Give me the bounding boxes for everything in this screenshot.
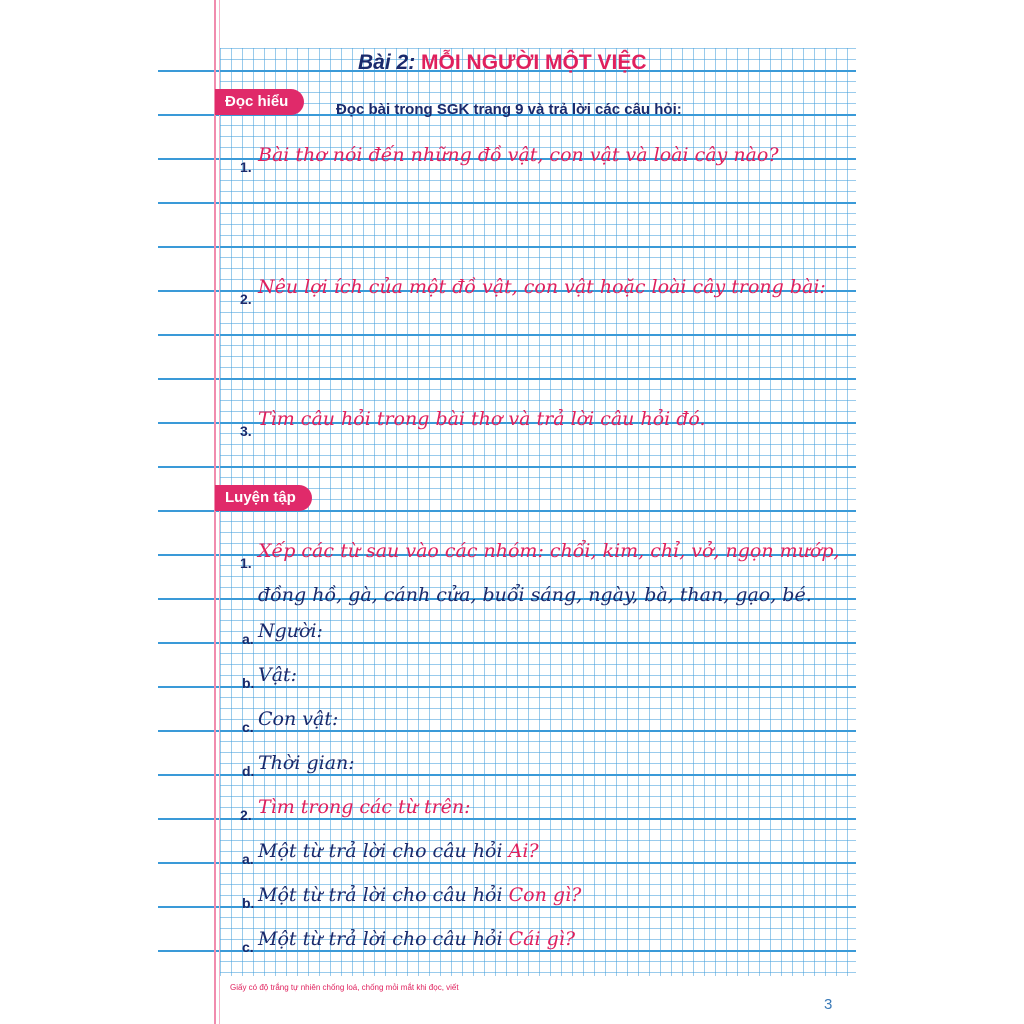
question-number: 3. (240, 423, 252, 439)
item-letter: a. (242, 851, 254, 867)
item-letter: b. (242, 895, 255, 911)
lesson-title (358, 51, 647, 75)
question-number: 2. (240, 291, 252, 307)
writing-line (158, 202, 856, 204)
writing-line (158, 246, 856, 248)
find-what-animal (258, 884, 581, 906)
question-number: 1. (240, 159, 252, 175)
reading-instruction: Đọc bài trong SGK trang 9 và trả lời các câu hỏi: (336, 101, 682, 118)
group-time: Thời gian: (258, 752, 355, 774)
group-people: Người: (258, 620, 323, 642)
writing-line (158, 730, 856, 732)
practice-question-2: Tìm trong các từ trên: (258, 796, 471, 818)
writing-line (158, 334, 856, 336)
writing-line (158, 950, 856, 952)
reading-question-3: Tìm câu hỏi trong bài thơ và trả lời câu hỏi đó. (258, 408, 706, 430)
find-what-thing (258, 928, 575, 950)
page-number: 3 (824, 996, 833, 1013)
item-letter: c. (242, 719, 254, 735)
item-letter: b. (242, 675, 255, 691)
find-text: Một từ trả lời cho câu hỏi (258, 884, 503, 906)
footer-note: Giấy có độ trắng tự nhiên chống loá, chống mỏi mắt khi đọc, viết (230, 983, 459, 992)
item-letter: a. (242, 631, 254, 647)
margin-line (219, 0, 220, 1024)
writing-line (158, 818, 856, 820)
practice-section-tag: Luyện tập (215, 485, 312, 511)
question-number: 1. (240, 555, 252, 571)
find-who (258, 840, 539, 862)
question-word: Con gì? (508, 884, 582, 906)
writing-line (158, 862, 856, 864)
reading-question-2: Nêu lợi ích của một đồ vật, con vật hoặc loài cây trong bài: (258, 276, 826, 298)
find-text: Một từ trả lời cho câu hỏi (258, 840, 503, 862)
item-letter: d. (242, 763, 255, 779)
writing-line (158, 378, 856, 380)
writing-line (158, 686, 856, 688)
group-animals: Con vật: (258, 708, 339, 730)
lesson-number: Bài 2: (358, 51, 416, 74)
group-objects: Vật: (258, 664, 298, 686)
practice-question-1-line1: Xếp các từ sau vào các nhóm: chổi, kim, chỉ, vở, ngọn mướp, (258, 540, 840, 562)
find-text: Một từ trả lời cho câu hỏi (258, 928, 503, 950)
reading-section-tag: Đọc hiểu (215, 89, 304, 115)
writing-line (158, 466, 856, 468)
practice-question-1-line2: đồng hồ, gà, cánh cửa, buổi sáng, ngày, bà, than, gạo, bé. (258, 584, 812, 606)
writing-line (158, 906, 856, 908)
question-number: 2. (240, 807, 252, 823)
item-letter: c. (242, 939, 254, 955)
handwriting-grid (220, 48, 856, 976)
question-word: Ai? (508, 840, 539, 862)
writing-line (158, 642, 856, 644)
margin-line (214, 0, 216, 1024)
lesson-name: MỖI NGƯỜI MỘT VIỆC (421, 51, 647, 74)
question-word: Cái gì? (508, 928, 576, 950)
writing-line (158, 774, 856, 776)
reading-question-1: Bài thơ nói đến những đồ vật, con vật và loài cây nào? (258, 144, 779, 166)
